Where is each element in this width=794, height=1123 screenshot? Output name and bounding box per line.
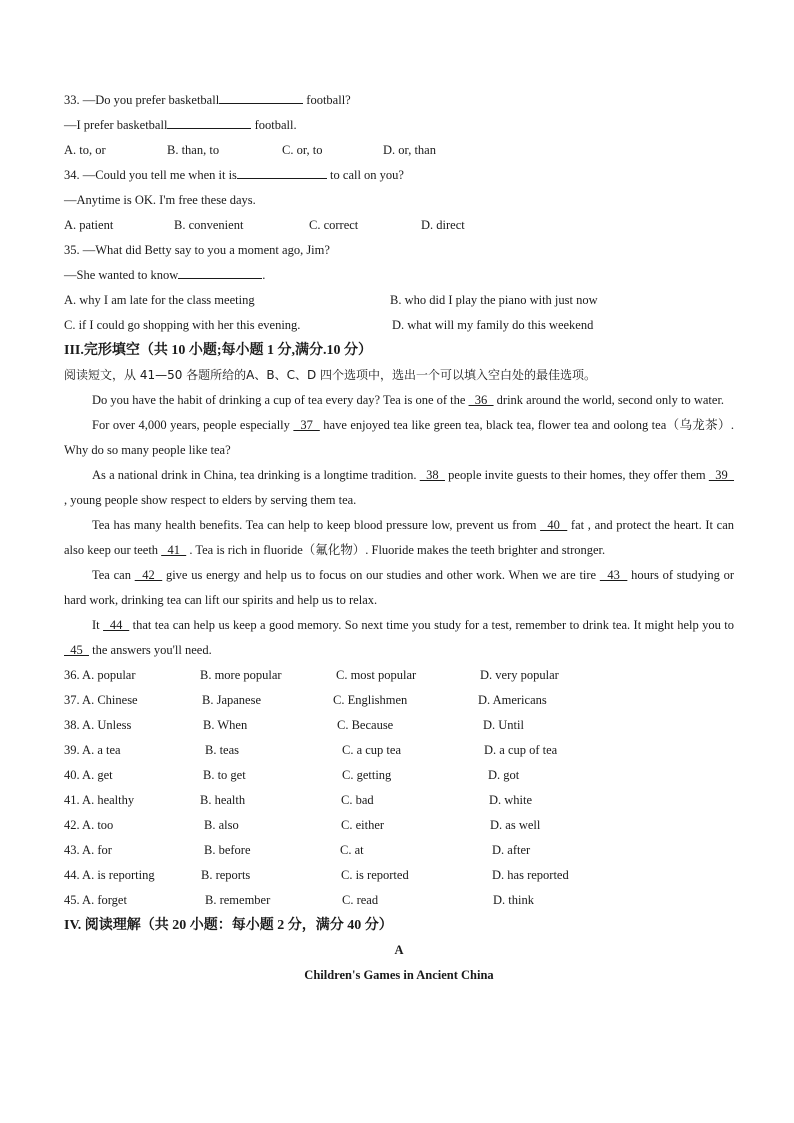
passage-paragraph-2 [64,413,734,463]
q33-text: 33. —Do you prefer basketball [64,93,220,107]
question-35 [64,238,734,263]
choice-c: C. either [341,818,385,832]
options-34 [64,213,734,238]
answer-34 [64,188,734,213]
answer-35 [64,263,734,288]
p5-text-a: Tea can [92,568,135,582]
choice-b: B. Japanese [202,693,262,707]
passage-paragraph-4 [64,513,734,563]
p4-text-b: fat , and protect the heart. It can also keep our teeth [64,518,735,557]
p6-text-a: It [92,618,104,632]
q35-option-d: D. what will my family do this weekend [392,318,594,332]
q35-blank [178,264,262,279]
blank-44: 44 [103,618,130,632]
choice-c: C. Because [337,718,394,732]
q35-answer: —She wanted to know [64,268,179,282]
blank-42: 42 [134,568,163,582]
q33-option-a: A. to, or [64,143,106,157]
choice-c: C. Englishmen [333,693,408,707]
choice-a: 40. A. get [64,768,113,782]
choice-row [64,688,734,713]
p3-text-a: As a national drink in China, tea drinking is a longtime tradition. [92,468,420,482]
choice-row [64,888,734,913]
choice-a: 37. A. Chinese [64,693,138,707]
choice-c: C. getting [342,768,392,782]
options-33 [64,138,734,163]
q34-option-b: B. convenient [174,218,244,232]
reading-passage-title: Children's Games in Ancient China [304,968,494,982]
choice-row [64,713,734,738]
p1-text-b: drink around the world, second only to water. [493,393,725,407]
p6-text-c: the answers you'll need. [89,643,212,657]
q35-option-b: B. who did I play the piano with just now [390,293,598,307]
options-35-cd [64,313,734,338]
p5-text-c: hours of studying or hard work, drinking tea can lift our spirits and help us to relax. [64,568,734,607]
choice-c: C. read [342,893,379,907]
passage-paragraph-3 [64,463,734,513]
choice-b: B. more popular [200,668,282,682]
q34-text-end: to call on you? [326,168,404,182]
choice-d: D. as well [490,818,541,832]
p6-text-b: that tea can help us keep a good memory. So next time you study for a test, remember to drink tea. It might help you to [129,618,735,632]
choice-b: B. also [204,818,239,832]
choice-row [64,663,734,688]
choice-b: B. reports [201,868,251,882]
choice-a: 42. A. too [64,818,114,832]
q35-answer-end: . [262,268,266,282]
choice-a: 43. A. for [64,843,112,857]
q35-option-a: A. why I am late for the class meeting [64,293,255,307]
q33-answer-end: football. [251,118,297,132]
p2-text-b: have enjoyed tea like green tea, black tea, flower tea and oolong tea（乌龙茶）. Why do so many people like tea? [64,418,734,457]
choice-c: C. at [340,843,364,857]
q33-answer-blank [167,114,251,129]
choice-a: 44. A. is reporting [64,868,155,882]
blank-37: 37 [293,418,320,432]
p5-text-b: give us energy and help us to focus on our studies and other work. When we are tire [162,568,600,582]
p2-text-a: For over 4,000 years, people especially [92,418,294,432]
p4-text-a: Tea has many health benefits. Tea can help to keep blood pressure low, prevent us from [92,518,541,532]
q34-option-c: C. correct [309,218,359,232]
choice-row [64,738,734,763]
q33-option-b: B. than, to [167,143,220,157]
choice-a: 36. A. popular [64,668,136,682]
section-3-instruction: 阅读短文，从 41—50 各题所给的A、B、C、D 四个选项中，选出一个可以填入空白处的最佳选项。 [64,368,597,382]
choice-d: D. white [489,793,533,807]
q35-text: 35. —What did Betty say to you a moment ago, Jim? [64,243,330,257]
blank-43: 43 [599,568,628,582]
choice-d: D. has reported [492,868,569,882]
choice-b: B. teas [205,743,240,757]
p1-text-a: Do you have the habit of drinking a cup of tea every day? Tea is one of the [92,393,469,407]
question-34 [64,163,734,188]
choice-row [64,788,734,813]
choice-d: D. Until [483,718,524,732]
passage-paragraph-6 [64,613,734,663]
choice-a: 41. A. healthy [64,793,135,807]
choice-c: C. bad [341,793,374,807]
choice-b: B. remember [205,893,271,907]
blank-38: 38 [419,468,445,482]
choice-c: C. most popular [336,668,417,682]
p4-text-c: . Tea is rich in fluoride（氟化物）. Fluoride makes the teeth brighter and stronger. [186,543,606,557]
blank-39: 39 [708,468,735,482]
q34-text: 34. —Could you tell me when it is [64,168,237,182]
choice-d: D. after [492,843,531,857]
choice-d: D. Americans [478,693,547,707]
choice-d: D. think [493,893,534,907]
choice-d: D. a cup of tea [484,743,558,757]
choice-row [64,863,734,888]
q34-option-d: D. direct [421,218,465,232]
q33-text-end: football? [303,93,351,107]
p3-text-c: , young people show respect to elders by serving them tea. [64,493,357,507]
section-4-title: IV. 阅读理解（共 20 小题：每小题 2 分，满分 40 分） [64,918,393,933]
q33-option-d: D. or, than [383,143,436,157]
choice-a: 39. A. a tea [64,743,121,757]
q33-answer: —I prefer basketball [64,118,168,132]
p3-text-b: people invite guests to their homes, they offer them [444,468,709,482]
choice-a: 45. A. forget [64,893,127,907]
choice-list [64,663,734,913]
q35-option-c: C. if I could go shopping with her this evening. [64,318,301,332]
choice-b: B. When [203,718,248,732]
choice-a: 38. A. Unless [64,718,132,732]
q34-option-a: A. patient [64,218,114,232]
choice-b: B. health [200,793,246,807]
passage-paragraph-1 [64,388,734,413]
passage-paragraph-5 [64,563,734,613]
section-3-title: III.完形填空（共 10 小题;每小题 1 分,满分.10 分） [64,343,373,358]
blank-41: 41 [161,543,187,557]
choice-c: C. a cup tea [342,743,402,757]
choice-b: B. to get [203,768,246,782]
q33-blank [219,89,303,104]
q33-option-c: C. or, to [282,143,323,157]
blank-45: 45 [64,643,89,657]
answer-33 [64,113,734,138]
exam-page [64,88,734,988]
blank-36: 36 [468,393,494,407]
choice-row [64,813,734,838]
choice-row [64,838,734,863]
choice-row [64,763,734,788]
q34-answer: —Anytime is OK. I'm free these days. [64,193,256,207]
reading-part-label: A [394,943,404,957]
choice-d: D. got [488,768,520,782]
choice-c: C. is reported [341,868,409,882]
q34-blank [237,164,327,179]
blank-40: 40 [540,518,568,532]
options-35-ab [64,288,734,313]
choice-b: B. before [204,843,251,857]
question-33 [64,88,734,113]
choice-d: D. very popular [480,668,559,682]
